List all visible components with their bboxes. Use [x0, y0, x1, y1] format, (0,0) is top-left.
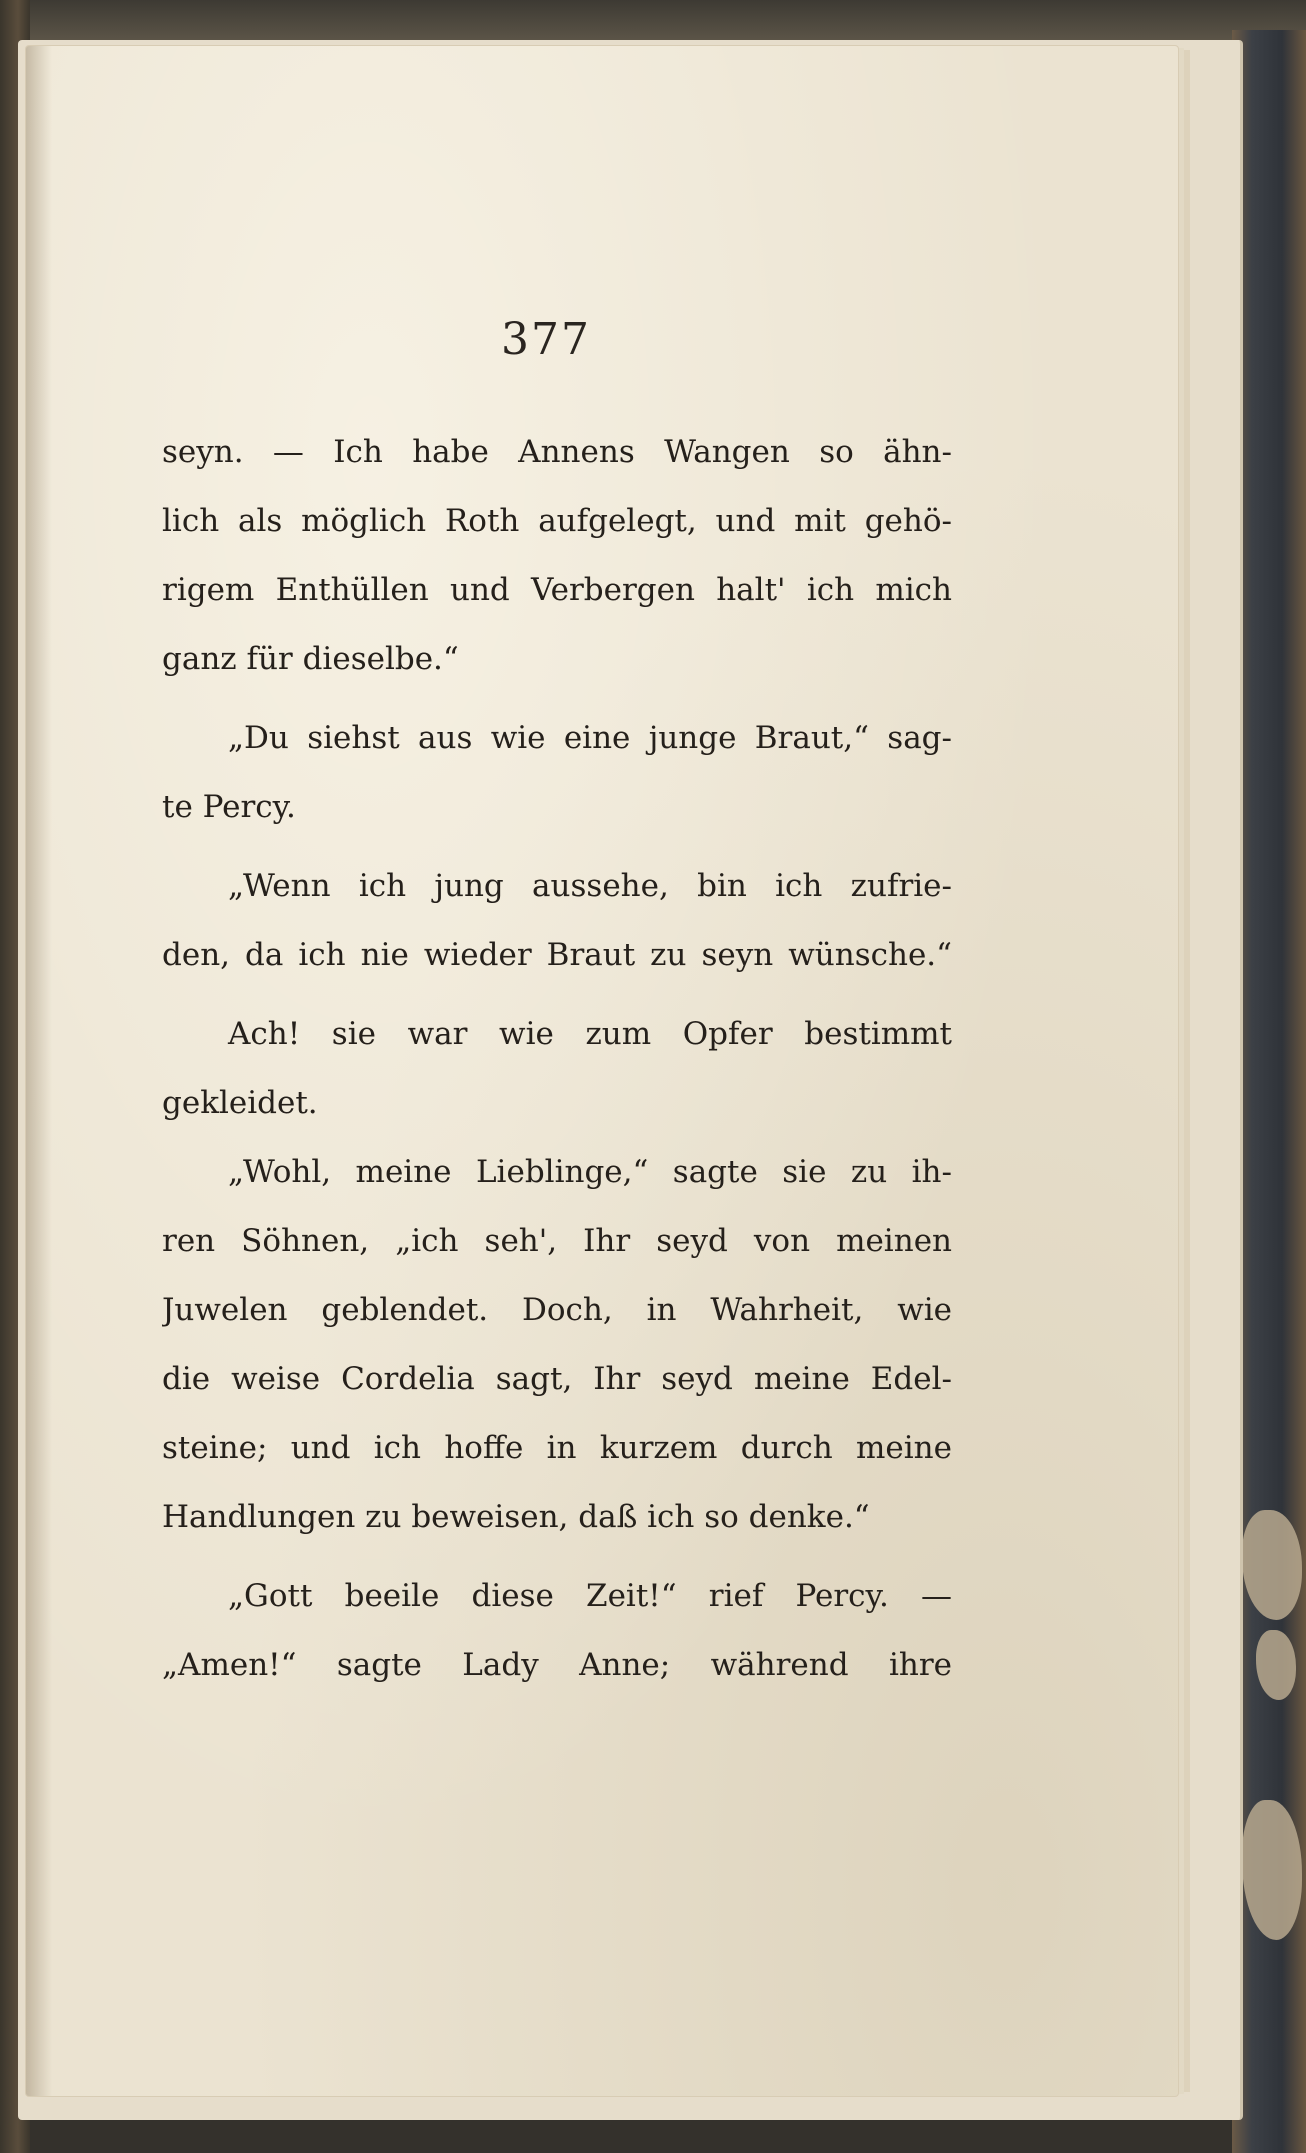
text-line: Handlungen zu beweisen, daß ich so denke.“: [162, 1499, 870, 1535]
text-line: Ach! sie war wie zum Opfer bestimmt: [228, 1016, 952, 1052]
text-line: te Percy.: [162, 789, 296, 825]
text-line: seyn. — Ich habe Annens Wangen so ähn-: [162, 434, 952, 470]
text-line: „Wenn ich jung aussehe, bin ich zufrie-: [228, 868, 952, 904]
text-line: Juwelen geblendet. Doch, in Wahrheit, wie: [162, 1292, 952, 1328]
text-line: ren Söhnen, „ich seh', Ihr seyd von meinen: [162, 1223, 952, 1259]
cover-wear-mark: [1256, 1630, 1296, 1700]
book-page: [26, 46, 1178, 2096]
text-line: „Wohl, meine Lieblinge,“ sagte sie zu ih-: [228, 1154, 952, 1190]
cover-wear-mark: [1242, 1800, 1302, 1940]
text-line: gekleidet.: [162, 1085, 318, 1121]
text-line: lich als möglich Roth aufgelegt, und mit gehö-: [162, 503, 952, 539]
text-line: ganz für dieselbe.“: [162, 641, 459, 677]
page-text: [162, 418, 952, 1700]
text-line: rigem Enthüllen und Verbergen halt' ich mich: [162, 572, 952, 608]
text-line: „Gott beeile diese Zeit!“ rief Percy. —: [228, 1578, 952, 1614]
text-line: den, da ich nie wieder Braut zu seyn wünsche.“: [162, 937, 952, 973]
text-line: die weise Cordelia sagt, Ihr seyd meine Edel-: [162, 1361, 952, 1397]
text-line: steine; und ich hoffe in kurzem durch meine: [162, 1430, 952, 1466]
text-line: „Du siehst aus wie eine junge Braut,“ sag-: [228, 720, 952, 756]
page-number: 377: [501, 314, 591, 365]
book-cover-edge: [1232, 30, 1306, 2153]
text-line: „Amen!“ sagte Lady Anne; während ihre: [162, 1647, 952, 1683]
cover-wear-mark: [1242, 1510, 1302, 1620]
